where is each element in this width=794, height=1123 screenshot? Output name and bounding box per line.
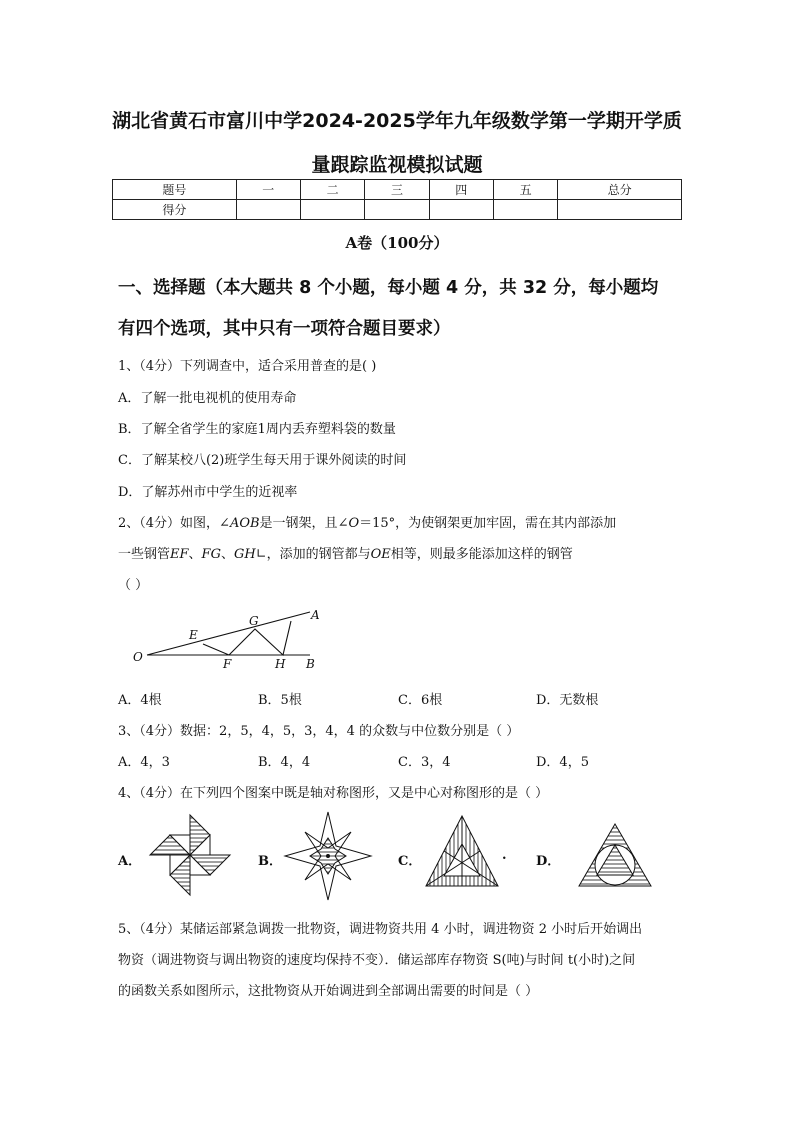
score-header-cell: 总分 — [558, 180, 682, 200]
q4-star-figure[interactable] — [283, 810, 373, 902]
q2-option-b[interactable]: B．5根 — [258, 693, 302, 708]
score-header-cell: 四 — [429, 180, 493, 200]
ray-oa — [147, 612, 310, 655]
q4-separator-dot: . — [502, 848, 507, 863]
q2-option-a[interactable]: A．4根 — [118, 693, 162, 708]
q2-text: 一些钢管 — [118, 547, 171, 562]
q5-stem-line3: 的函数关系如图所示，这批物资从开始调进到全部调出需要的时间是（ ） — [118, 984, 539, 999]
score-cell[interactable] — [493, 200, 557, 220]
q4-triangle-circle-figure[interactable] — [577, 822, 653, 888]
q2-answer-blank: （ ） — [118, 578, 149, 593]
q4-hatched-triangle-figure[interactable] — [424, 814, 500, 888]
q3-option-c[interactable]: C．3，4 — [398, 755, 451, 770]
q1-option-b[interactable]: B．了解全省学生的家庭1周内丢弃塑料袋的数量 — [118, 422, 396, 437]
q3-option-b[interactable]: B．4，4 — [258, 755, 311, 770]
q2-text: 、 — [188, 547, 202, 562]
q2-text: ∟，添加的钢管都与 — [255, 547, 371, 562]
score-cell[interactable] — [300, 200, 364, 220]
q1-option-a[interactable]: A．了解一批电视机的使用寿命 — [118, 391, 297, 406]
score-header-cell: 一 — [236, 180, 300, 200]
label-e: E — [189, 628, 198, 642]
label-o: O — [133, 650, 143, 664]
q2-text: 相等，则最多能添加这样的钢管 — [390, 547, 573, 562]
q2-text: ＝15°，为使钢架更加牢固，需在其内部添加 — [359, 516, 617, 531]
score-header-cell: 五 — [493, 180, 557, 200]
q5-stem-line1: 5、（4分）某储运部紧急调拨一批物资，调进物资共用 4 小时，调进物资 2 小时后开始调出 — [118, 922, 643, 937]
q1-stem: 1、（4分）下列调查中，适合采用普查的是( ) — [118, 359, 377, 374]
q1-option-d[interactable]: D．了解苏州市中学生的近视率 — [118, 485, 298, 500]
q4-label-d[interactable]: D． — [536, 854, 561, 869]
q2-seg-gh: GH — [233, 547, 256, 562]
exam-title-line2: 量跟踪监视模拟试题 — [311, 154, 483, 176]
q4-pinwheel-figure[interactable] — [147, 812, 233, 898]
score-table — [112, 179, 682, 220]
q2-seg-ef: EF — [170, 547, 189, 562]
score-header-cell: 题号 — [113, 180, 237, 200]
label-b: B — [306, 657, 315, 671]
score-cell[interactable] — [558, 200, 682, 220]
q4-label-c[interactable]: C． — [398, 854, 422, 869]
exam-title-line1: 湖北省黄石市富川中学2024-2025学年九年级数学第一学期开学质 — [112, 110, 682, 132]
score-cell[interactable] — [429, 200, 493, 220]
q2-seg-oe: OE — [370, 547, 391, 562]
score-header-cell: 三 — [365, 180, 429, 200]
score-cell[interactable] — [236, 200, 300, 220]
volume-heading: A卷（100分） — [345, 234, 449, 252]
q2-text: 、 — [220, 547, 234, 562]
q2-text: 2、（4分）如图， — [118, 516, 220, 531]
score-table-header-row — [113, 180, 682, 200]
section-heading-line1: 一、选择题（本大题共 8 个小题，每小题 4 分，共 32 分，每小题均 — [118, 278, 659, 298]
q2-option-c[interactable]: C．6根 — [398, 693, 443, 708]
q1-option-c[interactable]: C．了解某校八(2)班学生每天用于课外阅读的时间 — [118, 453, 407, 468]
q2-stem-line2 — [118, 543, 573, 562]
label-h: H — [275, 657, 286, 671]
q2-option-d[interactable]: D．无数根 — [536, 693, 599, 708]
score-cell[interactable] — [365, 200, 429, 220]
q2-steel-frame-figure — [125, 605, 325, 673]
q3-stem: 3、（4分）数据：2，5，4，5，3，4，4 的众数与中位数分别是（ ） — [118, 724, 520, 739]
score-header-cell: 二 — [300, 180, 364, 200]
score-row-label: 得分 — [113, 200, 237, 220]
q4-stem: 4、（4分）在下列四个图案中既是轴对称图形，又是中心对称图形的是（ ） — [118, 786, 549, 801]
label-f: F — [223, 657, 232, 671]
q2-stem-line1 — [118, 512, 616, 531]
steel-pipes — [203, 621, 291, 655]
q4-label-a[interactable]: A． — [118, 854, 142, 869]
q4-label-b[interactable]: B． — [258, 854, 282, 869]
score-table-score-row — [113, 200, 682, 220]
q2-angle-aob: ∠AOB — [219, 516, 260, 531]
q5-stem-line2: 物资（调进物资与调出物资的速度均保持不变）．储运部库存物资 S(吨)与时间 t(小时)之间 — [118, 953, 636, 968]
section-heading-line2: 有四个选项，其中只有一项符合题目要求） — [118, 319, 451, 339]
q2-text: 是一钢架，且 — [259, 516, 338, 531]
q2-angle-o: ∠O — [337, 516, 360, 531]
q3-option-d[interactable]: D．4，5 — [536, 755, 589, 770]
q2-seg-fg: FG — [201, 547, 221, 562]
label-g: G — [249, 614, 259, 628]
label-a: A — [311, 608, 320, 622]
q3-option-a[interactable]: A．4，3 — [118, 755, 170, 770]
